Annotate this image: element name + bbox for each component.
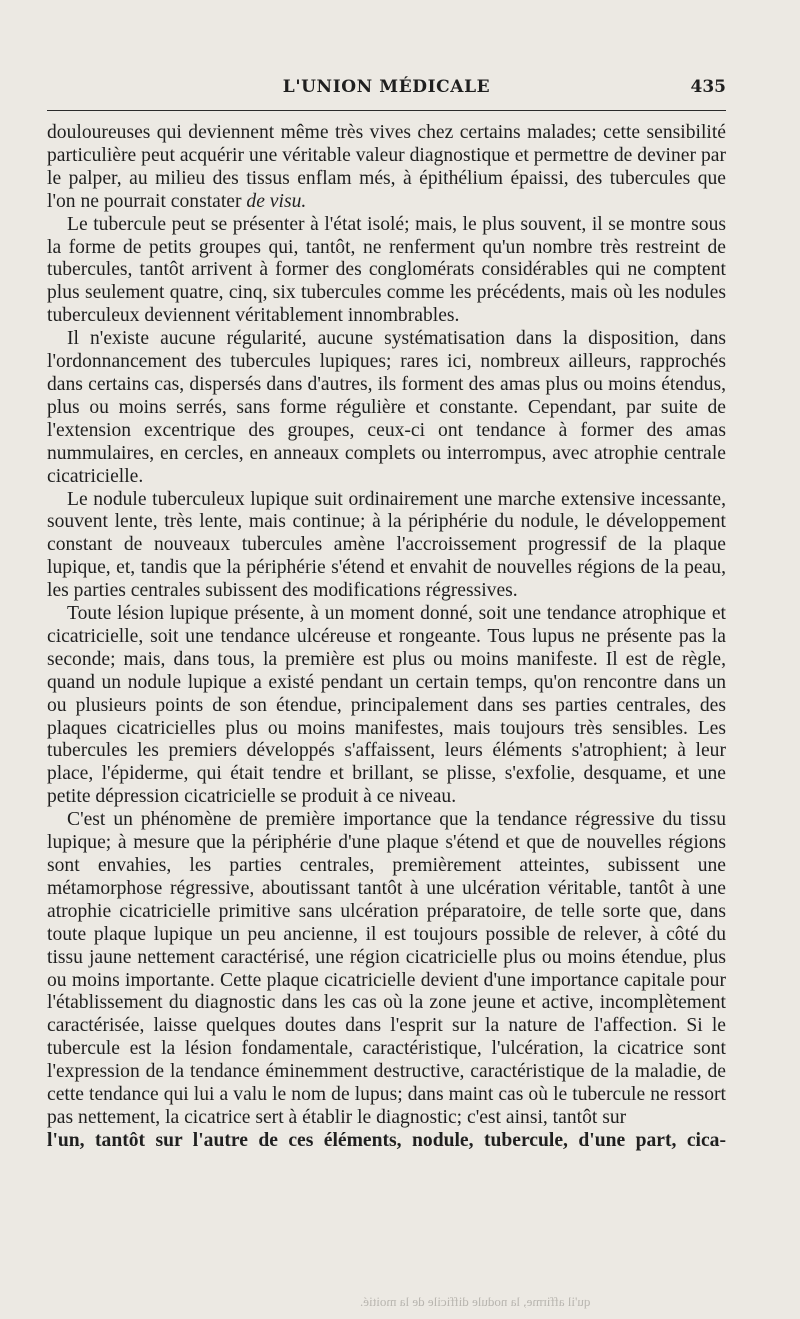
paragraph-3: Il n'existe aucune régularité, aucune systématisation dans la disposition, dans l'ordonnancement des tubercules lupiques; rares ici, nombreux ailleurs, rapprochés dans certains cas, dispersés dans d'autres, ils forment des amas plus ou moins étendus, plus ou moins serrés, sans forme régulière et constante. Cependant, par suite de l'extension excentrique des groupes, ceux-ci ont tendance à former des amas nummulaires, en cercles, en anneaux complets ou interrompus, avec atrophie centrale cicatricielle.: [47, 328, 726, 487]
paragraph-1: [47, 122, 726, 214]
running-head: [47, 72, 726, 111]
body-text: [47, 122, 726, 1153]
paragraph-6: C'est un phénomène de première importance que la tendance régressive du tissu lupique; à mesure que la périphérie d'une plaque s'étend et que de nouvelles régions sont envahies, les parties centrales, premièrement atteintes, subissent une métamorphose régressive, aboutissant tantôt à une ulcération véritable, tantôt à une atrophie cicatricielle primitive sans ulcération préparatoire, de telle sorte que, dans toute plaque lupique un peu ancienne, il est toujours possible de relever, à côté du tissu jaune nettement caractérisé, une région cicatricielle plus ou moins étendue, plus ou moins importante. Cette plaque cicatricielle devient d'une importance capitale pour l'établissement du diagnostic dans les cas où la zone jeune et active, incomplètement caractérisée, laisse quelques doutes dans l'esprit sur la nature de l'affection. Si le tubercule est la lésion fondamentale, caractéristique, l'ulcération, la cicatrice sont l'expression de la tendance éminemment destructive, caractéristique de la maladie, de cette tendance qui lui a valu le nom de lupus; dans maint cas où le tubercule ne ressort pas nettement, la cicatrice sert à établir le diagnostic; c'est ainsi, tantôt sur: [47, 809, 726, 1128]
paragraph-5: Toute lésion lupique présente, à un moment donné, soit une tendance atrophique et cicatricielle, soit une tendance ulcéreuse et rongeante. Tous lupus ne présente pas la seconde; mais, dans tous, la première est plus ou moins manifeste. Il est de règle, quand un nodule lupique a existé pendant un certain temps, qu'on rencontre dans un ou plusieurs points de son étendue, principalement dans ses parties centrales, des plaques cicatricielles plus ou moins manifestes, mais toujours très sensibles. Les tubercules les premiers développés s'affaissent, leurs éléments s'atrophient; à leur place, l'épiderme, qui était tendre et brillant, se plisse, s'exfolie, desquame, et une petite dépression cicatricielle se produit à ce niveau.: [47, 603, 726, 808]
paragraph-2: Le tubercule peut se présenter à l'état isolé; mais, le plus souvent, il se montre sous la forme de petits groupes qui, tantôt, ne renferment qu'un nombre très restreint de tubercules, tantôt arrivent à former des conglomérats considérables qui ne comptent plus seulement quatre, cinq, six tubercules comme les précédents, mais où les nodules tuberculeux deviennent véritablement innombrables.: [47, 213, 726, 327]
page-number: 435: [690, 77, 726, 97]
paragraph-1-text: douloureuses qui deviennent même très vives chez certains malades; cette sensibilité particulière peut acquérir une véritable valeur diagnostique et permettre de deviner par le palper, au milieu des tissus enflam més, à épithélium épaissi, des tubercules que l'on ne pourrait constater: [47, 122, 726, 212]
paragraph-1-italic: de visu.: [246, 190, 307, 212]
paragraph-6-last-line: l'un, tantôt sur l'autre de ces éléments, nodule, tubercule, d'une part, cica-: [47, 1129, 726, 1151]
bleed-through-text: qu'il affirme, la nodule difficile de la moitié.: [360, 1294, 591, 1309]
paragraph-4: Le nodule tuberculeux lupique suit ordinairement une marche extensive incessante, souvent lente, très lente, mais continue; à la périphérie du nodule, le développement constant de nouveaux tubercules amène l'accroissement progressif de la plaque lupique, et, tandis que la périphérie s'étend et envahit de nouvelles régions de la peau, les parties centrales subissent des modifications régressives.: [47, 488, 726, 602]
journal-title: L'UNION MÉDICALE: [282, 77, 491, 97]
